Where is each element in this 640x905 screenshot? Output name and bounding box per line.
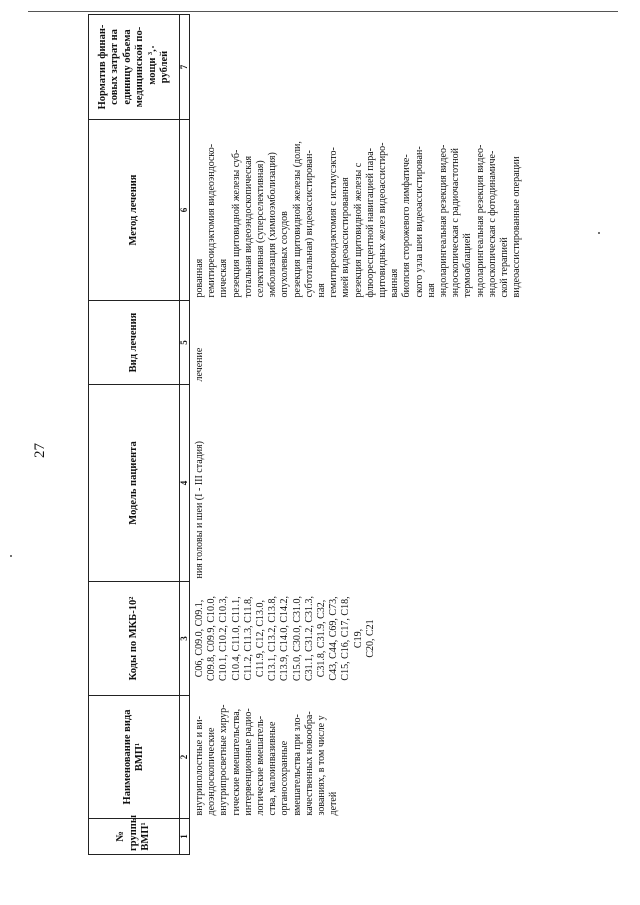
cell-patient-model: ния головы и шеи (I - III стадия) <box>194 440 205 579</box>
method-item: селективная (суперселективная) эмболизация (химиоэмболизация) опухолевых сосудов <box>255 152 291 298</box>
cell-icd-codes: C06, C09.0, C09.1, C09.8, C09.9, C10.0, C10.1, C10.2, C10.3, C10.4, C11.0, C11.1, C11.2, C11.3, C11.8, C11.9, C12, C13.0, C13.1, C13.2, C13.8, C13.9, C14.0, C14.2, C15.0, C30.0, C31.0, C31.1, C31.2, C31.3, C31.8, C31.9, C32, C43, C44, C69, C73, C15, C16, C17, C18, C19, C20, C21 <box>194 596 376 682</box>
method-item: резекция щитовидной железы суб- тотальная видеоэндоскопическая <box>230 149 254 298</box>
table-header-row <box>89 15 180 855</box>
rotated-page-content <box>88 15 553 855</box>
method-item: биопсия сторожевого лимфатиче- ского узла шеи видеоассистирован- ная <box>401 146 437 298</box>
column-number: 5 <box>180 301 190 385</box>
header-treatment-method: Метод лечения <box>89 120 180 301</box>
method-item: эндоларингеальная резекция видео- эндоскопическая с фотодинамиче- ской терапией <box>474 144 511 298</box>
header-treatment-type: Вид лечения <box>89 301 180 385</box>
cell-treatment-type: лечение <box>194 347 205 382</box>
header-vmp-name: Наименование вида ВМП¹ <box>89 696 180 819</box>
column-number-row <box>180 15 190 855</box>
method-item: резекция щитовидной железы с флюоресцентной навигацией пара- щитовидных желез видеоассистиро- ванная <box>352 142 401 298</box>
method-item: резекция щитовидной железы (доли, субтотальная) видеоассистирован- ная <box>291 141 328 298</box>
table-row <box>190 15 525 855</box>
method-item: гемитиреоидэктомия видеоэндоско- пическая <box>206 143 230 298</box>
cell-vmp-name: внутриполостные и ви- деоэндоскопические внутрипросветные хирур- гические вмешательства, интервенционные радио- логические вмешатель- ства, малоинвазивные органосохранные вмешательства при зло- качественных новообра- зованиях, в том числе у детей <box>194 704 340 816</box>
page-number: 27 <box>32 443 48 458</box>
method-item: гемитиреоидэктомия с истмусэкто- мией видеоассистированная <box>328 147 352 298</box>
column-number: 2 <box>180 696 190 819</box>
column-number: 3 <box>180 582 190 696</box>
column-number: 1 <box>180 819 190 855</box>
header-cost-norm: Норматив финан- совых затрат на единицу объема медицинской по- мощи ³, рублей <box>89 15 180 120</box>
header-group-no: № группы ВМП¹ <box>89 819 180 855</box>
cell-group-no <box>190 819 525 855</box>
method-item: видеоассистированные операции <box>511 156 523 298</box>
column-number: 4 <box>180 385 190 582</box>
vmp-table <box>88 14 524 855</box>
column-number: 6 <box>180 120 190 301</box>
cell-treatment-methods <box>190 120 525 301</box>
scan-speck <box>10 555 12 557</box>
header-icd-codes: Коды по МКБ-10² <box>89 582 180 696</box>
scan-speck <box>598 232 600 234</box>
header-patient-model: Модель пациента <box>89 385 180 582</box>
method-item: рованная <box>194 258 205 298</box>
method-item: эндоларингеальная резекция видео- эндоскопическая с радиочастотной термоаблацией <box>438 144 474 298</box>
column-number: 7 <box>180 15 190 120</box>
top-border-line <box>28 11 618 12</box>
cell-cost-norm <box>190 15 525 120</box>
